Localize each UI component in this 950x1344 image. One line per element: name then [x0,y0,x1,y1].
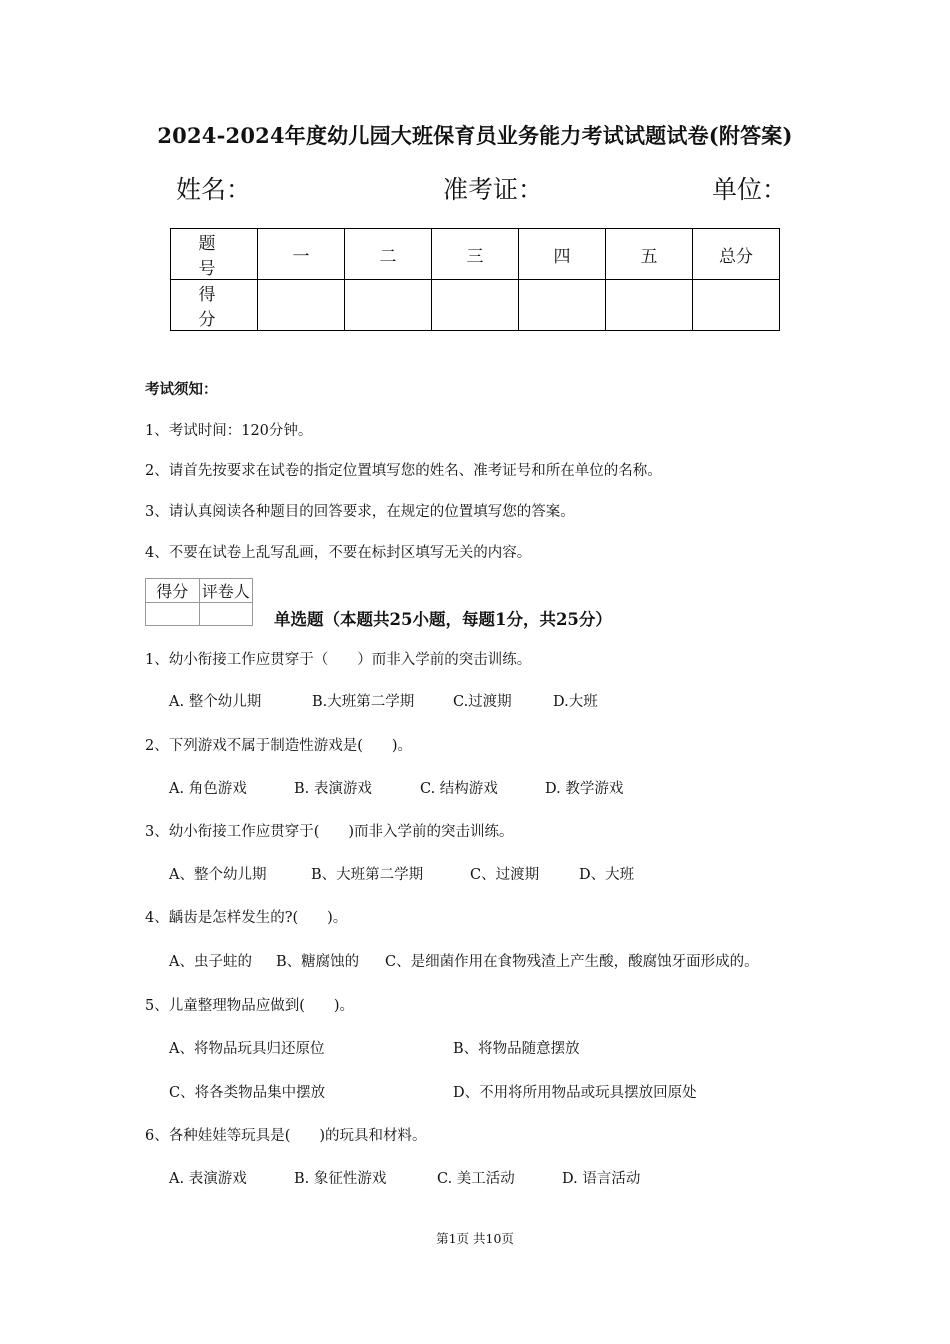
page-footer: 第1页 共10页 [436,1231,514,1246]
score-table-col-total: 总分 [693,229,780,280]
score-table-col-4: 四 [519,229,606,280]
score-table-score-row [171,280,780,331]
grader-box [145,578,253,626]
notice-item: 1、考试时间：120分钟。 [145,423,313,439]
question-option: D. 语言活动 [562,1171,641,1187]
score-table-col-3: 三 [432,229,519,280]
question-option: D、大班 [579,867,635,883]
question-option: C. 结构游戏 [420,781,498,797]
exam-id-field-label: 准考证： [443,175,544,204]
question-option: B、将物品随意摆放 [453,1041,580,1057]
question-option: C.过渡期 [453,694,512,710]
notice-item: 4、不要在试卷上乱写乱画，不要在标封区填写无关的内容。 [145,545,532,561]
notice-title: 考试须知： [145,381,218,398]
question-option: D、不用将所用物品或玩具摆放回原处 [453,1085,697,1101]
document-title: 2024-2024年度幼儿园大班保育员业务能力考试试题试卷(附答案) [157,123,793,148]
score-cell-4[interactable] [519,280,606,331]
question-stem: 4、龋齿是怎样发生的?( )。 [145,910,348,926]
question-option: C. 美工活动 [437,1171,515,1187]
question-stem: 1、幼小衔接工作应贯穿于（ ）而非入学前的突击训练。 [145,652,532,668]
score-cell-total[interactable] [693,280,780,331]
question-option: A、整个幼儿期 [169,867,267,883]
question-stem: 3、幼小衔接工作应贯穿于( )而非入学前的突击训练。 [145,824,514,840]
question-stem: 2、下列游戏不属于制造性游戏是( )。 [145,738,413,754]
question-stem: 5、儿童整理物品应做到( )。 [145,998,355,1014]
grader-reviewer-label: 评卷人 [199,579,253,603]
score-table-col-2: 二 [345,229,432,280]
unit-field-label: 单位： [712,175,788,204]
question-option: A. 角色游戏 [169,781,247,797]
question-option: C、是细菌作用在食物残渣上产生酸，酸腐蚀牙面形成的。 [385,954,759,970]
question-option: D. 教学游戏 [545,781,624,797]
question-option: A. 整个幼儿期 [169,694,262,710]
score-table-col-5: 五 [606,229,693,280]
question-option: B、糖腐蚀的 [276,954,360,970]
notice-item: 3、请认真阅读各种题目的回答要求，在规定的位置填写您的答案。 [145,504,575,520]
notice-item: 2、请首先按要求在试卷的指定位置填写您的姓名、准考证号和所在单位的名称。 [145,463,662,479]
score-table-header-row [171,229,780,280]
question-option: C、过渡期 [470,867,540,883]
score-table-header-label: 题 号 [171,229,258,280]
question-stem: 6、各种娃娃等玩具是( )的玩具和材料。 [145,1128,427,1144]
section-title: 单选题（本题共25小题，每题1分，共25分） [274,610,612,629]
question-option: B.大班第二学期 [312,694,415,710]
grader-score-cell[interactable] [146,603,200,626]
score-cell-1[interactable] [258,280,345,331]
score-cell-5[interactable] [606,280,693,331]
score-table [170,228,780,331]
question-option: A、将物品玩具归还原位 [169,1041,325,1057]
question-option: C、将各类物品集中摆放 [169,1085,326,1101]
question-option: B、大班第二学期 [311,867,424,883]
question-option: A、虫子蛀的 [169,954,252,970]
question-option: A. 表演游戏 [169,1171,247,1187]
score-table-score-label: 得 分 [171,280,258,331]
score-table-col-1: 一 [258,229,345,280]
grader-reviewer-cell[interactable] [199,603,253,626]
question-option: B. 表演游戏 [294,781,372,797]
score-cell-2[interactable] [345,280,432,331]
score-cell-3[interactable] [432,280,519,331]
name-field-label: 姓名： [176,175,252,204]
question-option: D.大班 [553,694,598,710]
question-option: B. 象征性游戏 [294,1171,387,1187]
grader-score-label: 得分 [146,579,200,603]
